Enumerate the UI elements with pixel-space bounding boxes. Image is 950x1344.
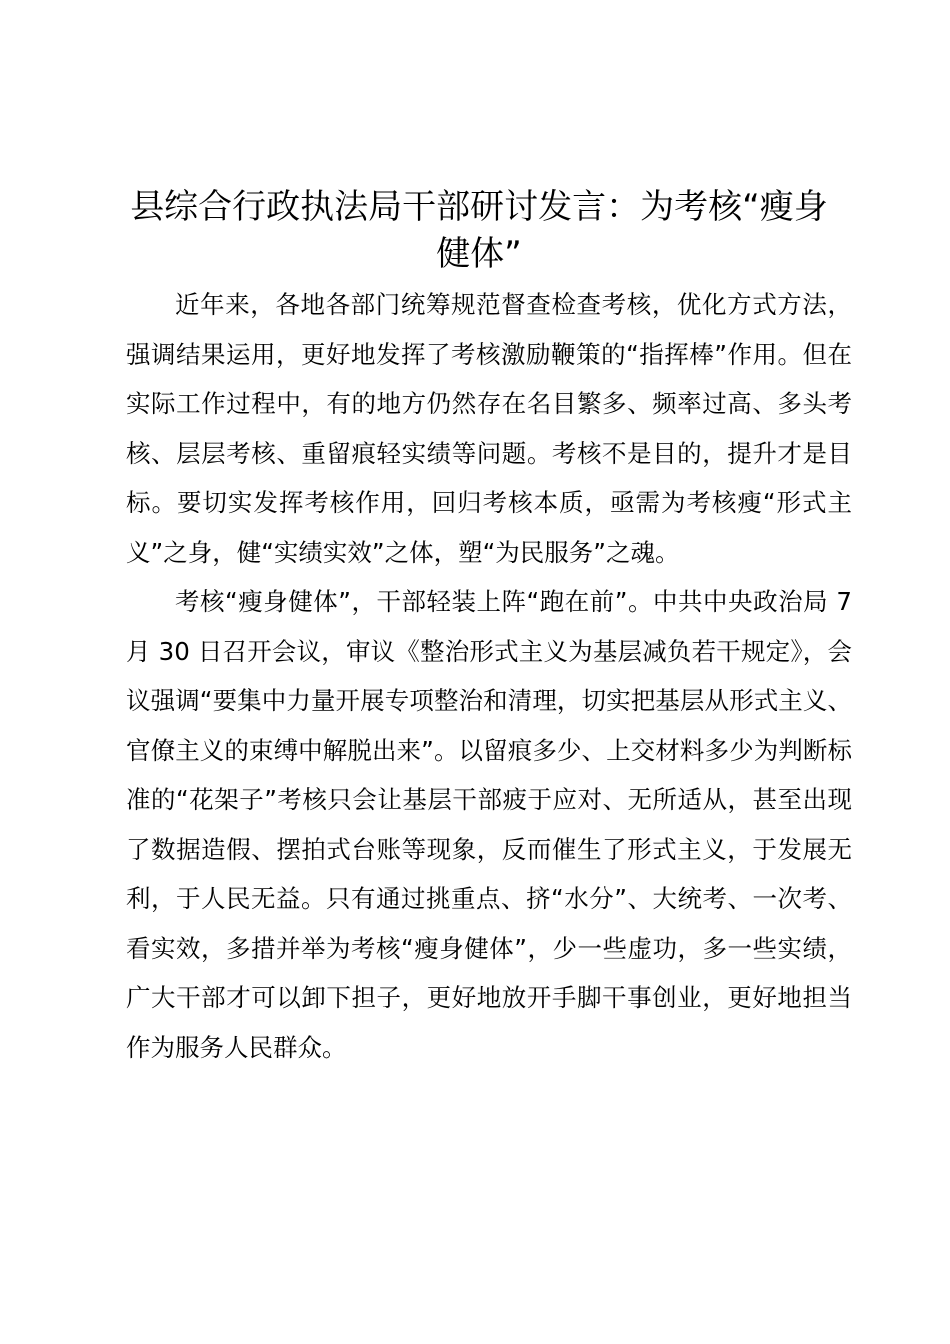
document-body bbox=[126, 280, 852, 1072]
body-paragraph-1: 近年来，各地各部门统筹规范督查检查考核，优化方式方法，强调结果运用，更好地发挥了考核激励鞭策的“指挥棒”作用。但在实际工作过程中，有的地方仍然存在名目繁多、频率过高、多头考核、层层考核、重留痕轻实绩等问题。考核不是目的，提升才是目标。要切实发挥考核作用，回归考核本质，亟需为考核瘦“形式主义”之身，健“实绩实效”之体，塑“为民服务”之魂。 bbox=[126, 290, 852, 567]
document-title: 县综合行政执法局干部研讨发言：为考核“瘦身健体” bbox=[130, 187, 828, 274]
body-paragraph-2: 考核“瘦身健体”，干部轻装上阵“跑在前”。中共中央政治局 7 月 30 日召开会议，审议《整治形式主义为基层减负若干规定》，会议强调“要集中力量开展专项整治和清理，切实把基层从形式主义、官僚主义的束缚中解脱出来”。以留痕多少、上交材料多少为判断标准的“花架子”考核只会让基层干部疲于应对、无所适从，甚至出现了数据造假、摆拍式台账等现象，反而催生了形式主义，于发展无利，于人民无益。只有通过挑重点、挤“水分”、大统考、一次考、看实效，多措并举为考核“瘦身健体”，少一些虚功，多一些实绩，广大干部才可以卸下担子，更好地放开手脚干事创业，更好地担当作为服务人民群众。 bbox=[126, 587, 852, 1062]
